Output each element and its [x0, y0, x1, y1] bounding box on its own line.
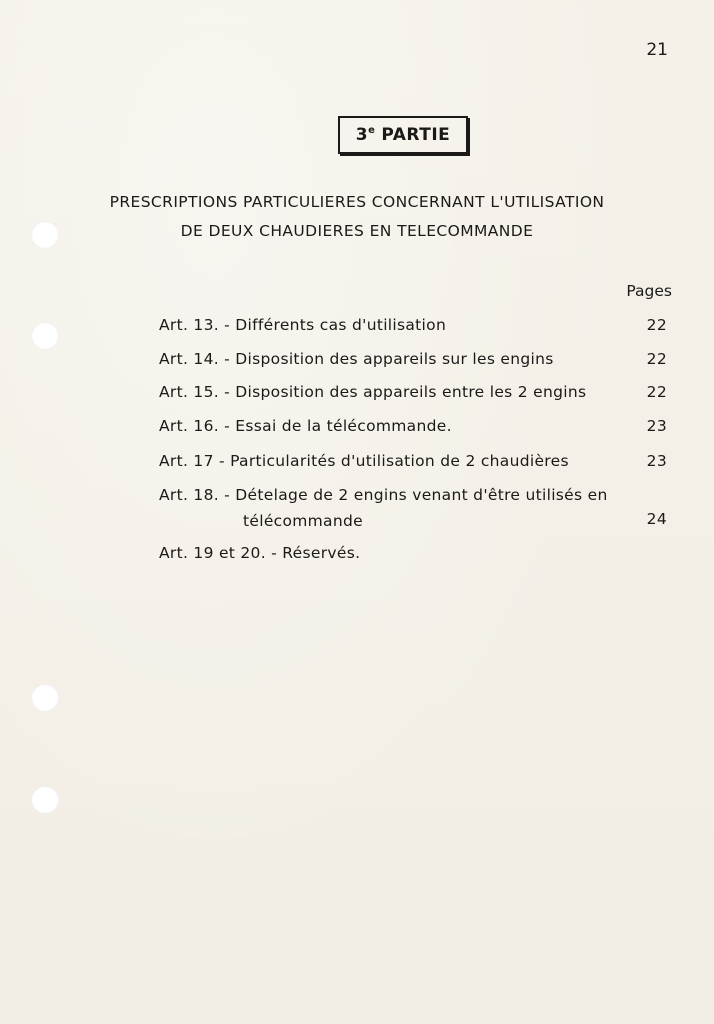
part-heading-box: [338, 116, 468, 154]
toc-entry-page: 22: [646, 316, 667, 334]
toc-entry-continuation: télécommande: [243, 512, 363, 530]
section-title-line-2: DE DEUX CHAUDIERES EN TELECOMMANDE: [180, 222, 534, 240]
punch-hole: [31, 322, 59, 350]
section-title-line-1: PRESCRIPTIONS PARTICULIERES CONCERNANT L'UTILISATION: [109, 193, 605, 211]
toc-entry-text: Art. 15. - Disposition des appareils entre les 2 engins: [159, 383, 587, 401]
pages-column-header: Pages: [626, 282, 672, 300]
toc-entry-page: 22: [646, 383, 667, 401]
toc-entry-page: 22: [646, 350, 667, 368]
part-label: PARTIE: [381, 125, 451, 145]
toc-entry-text: Art. 13. - Différents cas d'utilisation: [159, 316, 447, 334]
toc-entry-text: Art. 17 - Particularités d'utilisation de 2 chaudières: [159, 452, 569, 470]
toc-entry: [159, 486, 667, 538]
toc-entry-page: 23: [646, 452, 667, 470]
toc-entry-text: Art. 19 et 20. - Réservés.: [159, 544, 361, 562]
part-number: 3: [355, 125, 369, 145]
toc-entry-text: Art. 14. - Disposition des appareils sur les engins: [159, 350, 554, 368]
punch-hole: [31, 684, 59, 712]
toc-entry-text: Art. 16. - Essai de la télécommande.: [159, 417, 452, 435]
punch-hole: [31, 786, 59, 814]
page-number: 21: [646, 40, 668, 60]
part-number-suffix: e: [368, 124, 376, 136]
toc-entry-page: 23: [646, 417, 667, 435]
toc-entry-page: 24: [646, 510, 667, 528]
toc-entry-text: Art. 18. - Dételage de 2 engins venant d'être utilisés en: [159, 486, 608, 504]
